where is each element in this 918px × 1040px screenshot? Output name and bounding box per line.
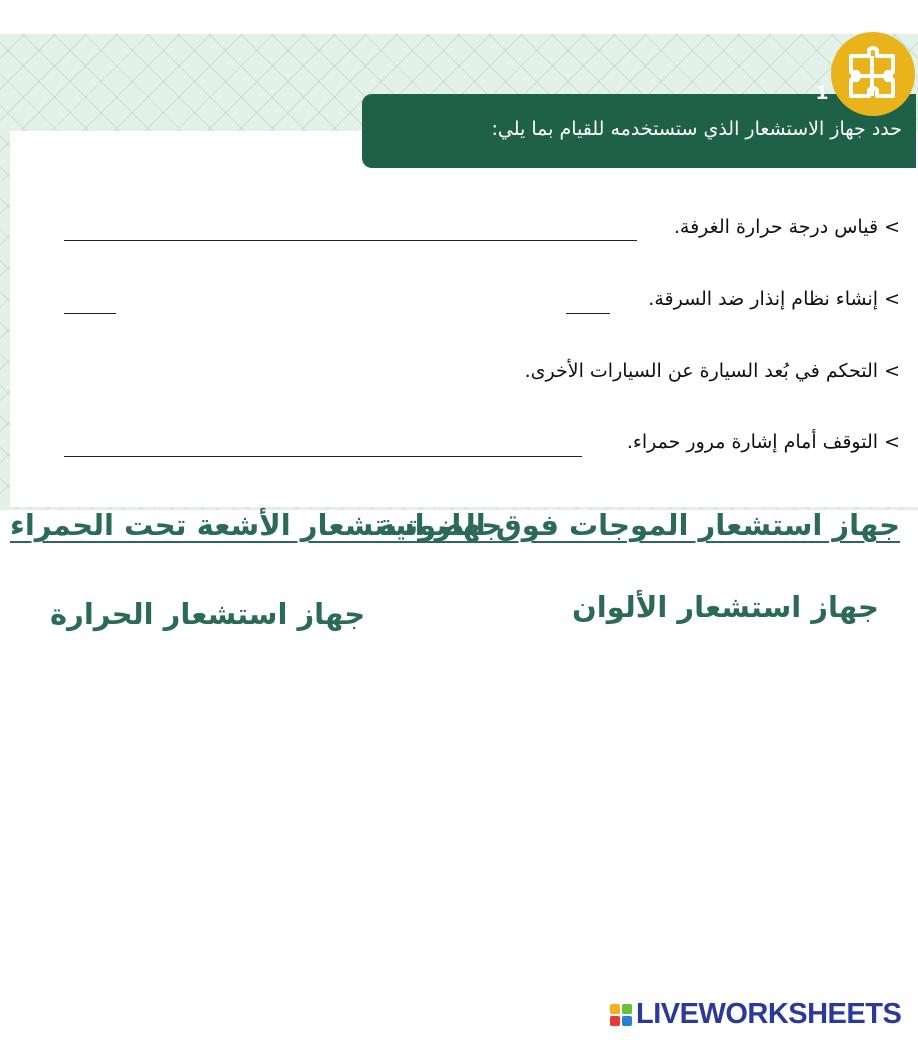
logo-text: LIVEWORKSHEETS bbox=[636, 998, 902, 1030]
bullet-marker: > bbox=[884, 288, 900, 310]
item-text: التوقف أمام إشارة مرور حمراء. bbox=[626, 431, 879, 453]
list-item bbox=[648, 288, 900, 310]
bullet-marker: > bbox=[884, 216, 900, 238]
item-text: قياس درجة حرارة الغرفة. bbox=[673, 216, 879, 238]
logo-square bbox=[610, 1016, 620, 1026]
answer-blank[interactable] bbox=[64, 313, 116, 314]
logo-square bbox=[622, 1016, 632, 1026]
logo-square bbox=[622, 1004, 632, 1014]
answer-option-color[interactable]: جهاز استشعار الألوان bbox=[572, 590, 879, 624]
logo-mark-icon bbox=[610, 1004, 632, 1026]
answer-blank[interactable] bbox=[566, 313, 610, 314]
item-text: التحكم في بُعد السيارة عن السيارات الأخرى. bbox=[524, 360, 879, 382]
answer-blank[interactable] bbox=[64, 456, 582, 457]
list-item bbox=[674, 216, 900, 238]
instruction-text: حدد جهاز الاستشعار الذي ستستخدمه للقيام بما يلي: bbox=[491, 118, 902, 140]
bullet-marker: > bbox=[884, 360, 900, 382]
liveworksheets-logo bbox=[610, 998, 901, 1031]
list-item bbox=[627, 431, 900, 453]
puzzle-icon bbox=[831, 32, 915, 116]
answer-option-ultrasonic[interactable]: جهاز استشعار الموجات فوق الصوتية bbox=[377, 508, 900, 542]
bullet-marker: > bbox=[884, 431, 900, 453]
instruction-header bbox=[362, 94, 916, 168]
item-text: إنشاء نظام إنذار ضد السرقة. bbox=[648, 288, 879, 310]
answer-option-infrared[interactable]: جهاز استشعار الأشعة تحت الحمراء bbox=[10, 508, 503, 542]
answer-blank[interactable] bbox=[64, 240, 637, 241]
question-number: 1 bbox=[815, 82, 829, 104]
list-item bbox=[525, 360, 900, 382]
answer-option-heat[interactable]: جهاز استشعار الحرارة bbox=[50, 597, 366, 631]
logo-square bbox=[610, 1004, 620, 1014]
